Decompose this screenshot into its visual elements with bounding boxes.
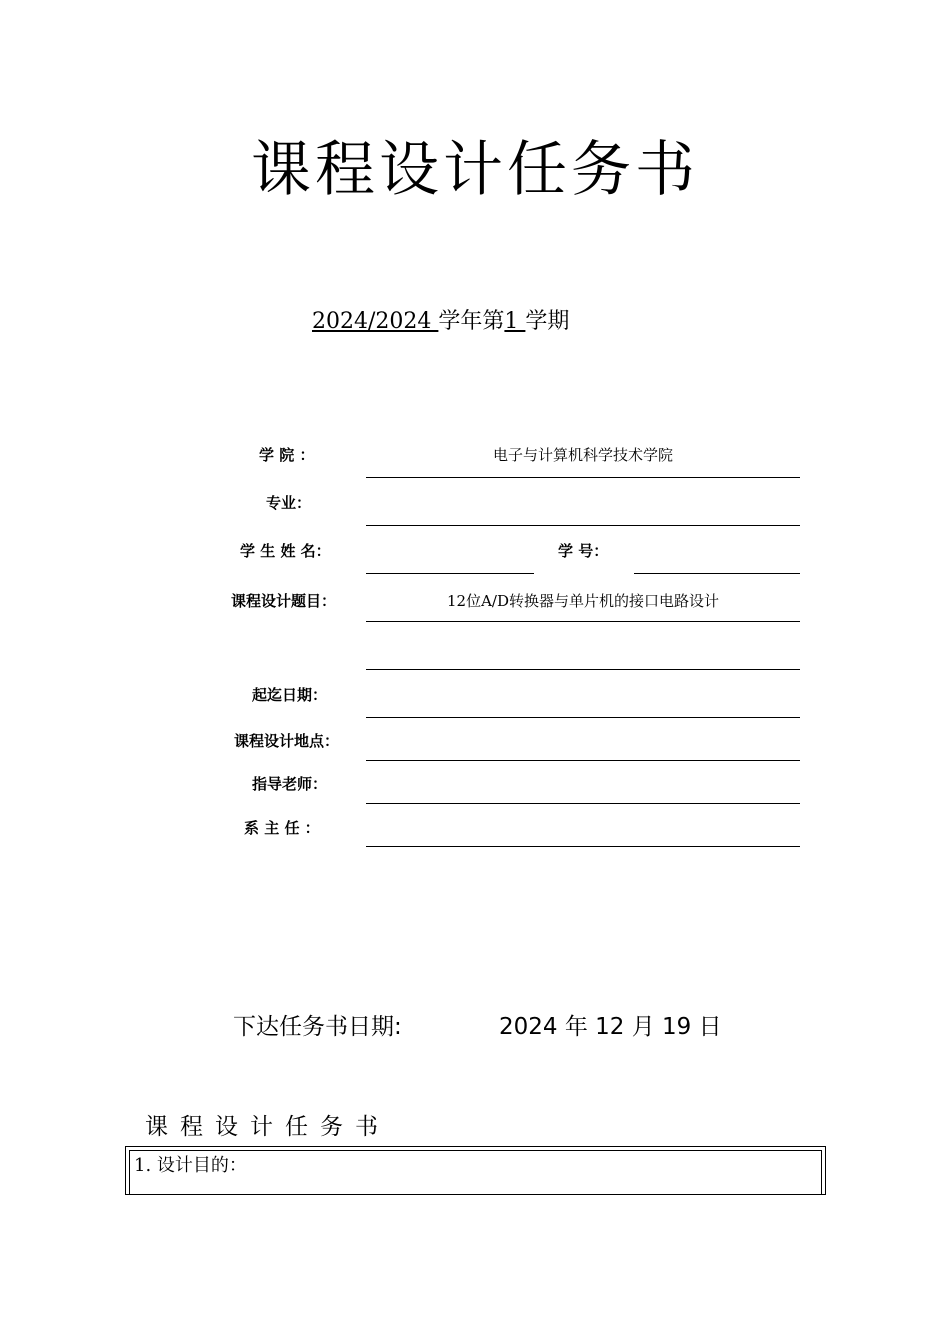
date-range-underline — [366, 717, 800, 718]
date-range-label: 起迄日期： — [252, 686, 328, 704]
term-semester: 1 — [504, 309, 526, 334]
topic-label: 课程设计题目： — [231, 592, 337, 610]
student-id-label: 学 号： — [558, 542, 609, 560]
advisor-underline — [366, 803, 800, 804]
advisor-label: 指导老师： — [252, 775, 328, 793]
major-label: 专业： — [266, 494, 312, 512]
topic-value: 12位A/D转换器与单片机的接口电路设计 — [446, 592, 719, 610]
college-value: 电子与计算机科学技术学院 — [492, 446, 673, 464]
issue-date-value: 2024 年 12 月 19 日 — [499, 1014, 722, 1040]
location-underline — [366, 760, 800, 761]
major-underline — [366, 525, 800, 526]
college-label: 学 院 ： — [259, 446, 315, 464]
student-id-underline — [634, 573, 800, 574]
term-year-suffix: 学年第 — [438, 309, 505, 334]
document-title: 课程设计任务书 — [251, 135, 699, 205]
dept-head-label: 系 主 任 ： — [244, 819, 320, 837]
section-title: 课程设计任务书 — [145, 1114, 390, 1140]
location-label: 课程设计地点： — [234, 732, 340, 750]
student-name-label: 学 生 姓 名： — [240, 542, 331, 560]
term-year: 2024/2024 — [312, 309, 439, 334]
term-semester-suffix: 学期 — [525, 309, 570, 334]
topic-underline-2 — [366, 669, 800, 670]
topic-underline — [366, 621, 800, 622]
task-table — [125, 1146, 826, 1195]
design-purpose-heading: 1. 设计目的： — [134, 1155, 247, 1176]
issue-date-label: 下达任务书日期: — [233, 1014, 402, 1040]
academic-term — [312, 304, 569, 335]
dept-head-underline — [366, 846, 800, 847]
college-underline — [366, 477, 800, 478]
student-name-underline — [366, 573, 534, 574]
